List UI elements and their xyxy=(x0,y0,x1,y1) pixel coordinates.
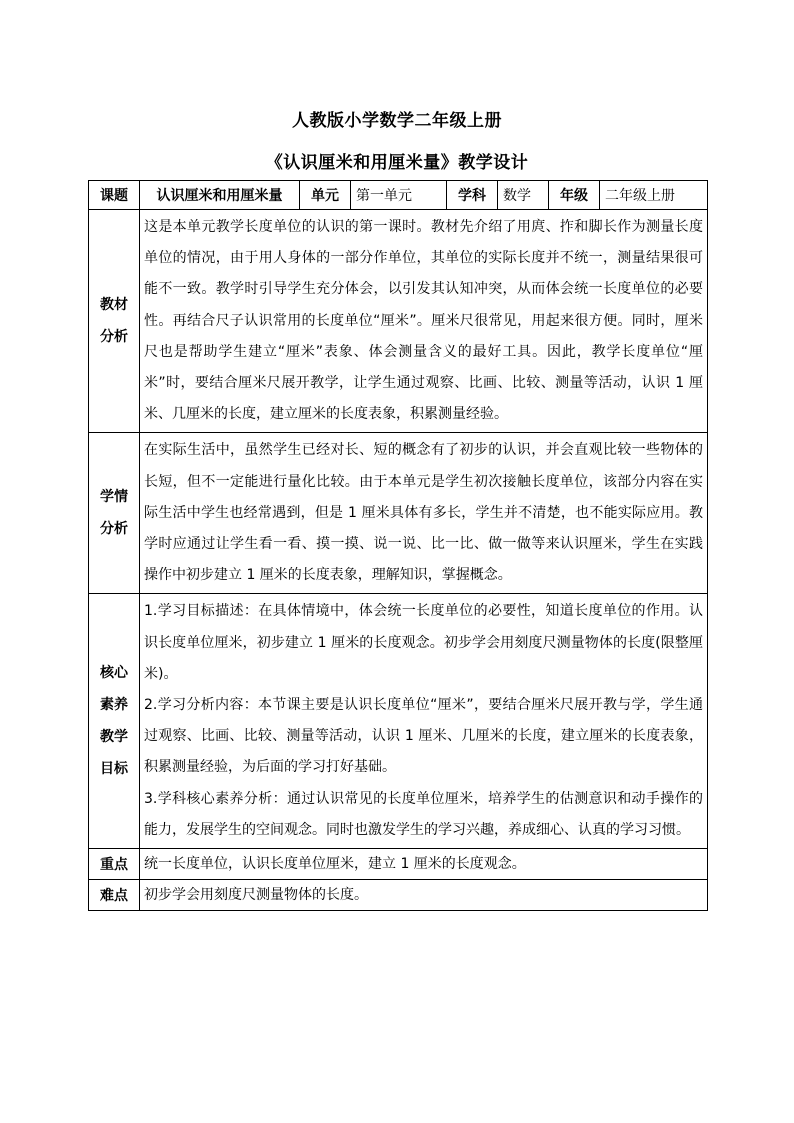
learner-analysis-label: 学情 分析 xyxy=(89,433,140,594)
core-goals-label: 核心 素养 教学 目标 xyxy=(89,594,140,849)
key-point-row xyxy=(89,849,708,880)
goal-item-3: 3.学科核心素养分析：通过认识常见的长度单位厘米，培养学生的估测意识和动手操作的能力，发展学生的空间观念。同时也激发学生的学习兴趣，养成细心、认真的学习习惯。 xyxy=(144,790,703,838)
difficulty-text: 初步学会用刻度尺测量物体的长度。 xyxy=(140,880,708,911)
core-goals-row xyxy=(89,594,708,849)
key-point-label: 重点 xyxy=(89,849,140,880)
learner-analysis-text: 在实际生活中，虽然学生已经对长、短的概念有了初步的认识，并会直观比较一些物体的长短，但不一定能进行量化比较。由于本单元是学生初次接触长度单位，该部分内容在实际生活中学生也经常遇到，但是 1 厘米具体有多长，学生并不清楚，也不能实际应用。教学时应通过让学生看一看、摸一摸、说一说、比一比、做一做等来认识厘米，学生在实践操作中初步建立 1 厘米的长度表象，理解知识，掌握概念。 xyxy=(140,433,708,594)
unit-value: 第一单元 xyxy=(351,181,447,210)
material-analysis-label: 教材 分析 xyxy=(89,210,140,433)
goal-item-2: 2.学习分析内容：本节课主要是认识长度单位“厘米”，要结合厘米尺展开教与学，学生通过观察、比画、比较、测量等活动，认识 1 厘米、几厘米的长度，建立厘米的长度表象，积累测量经验，为后面的学习打好基础。 xyxy=(144,697,703,776)
unit-label: 单元 xyxy=(300,181,351,210)
topic-label: 课题 xyxy=(89,181,140,210)
subject-value: 数学 xyxy=(498,181,549,210)
material-analysis-row xyxy=(89,210,708,433)
grade-label: 年级 xyxy=(549,181,600,210)
topic-value: 认识厘米和用厘米量 xyxy=(140,181,300,210)
subject-label: 学科 xyxy=(447,181,498,210)
header-row xyxy=(89,181,708,210)
core-goals-text xyxy=(140,594,708,849)
goal-item-1: 1.学习目标描述：在具体情境中，体会统一长度单位的必要性，知道长度单位的作用。认识长度单位厘米，初步建立 1 厘米的长度观念。初步学会用刻度尺测量物体的长度(限整厘米)。 xyxy=(144,603,703,682)
material-analysis-text: 这是本单元教学长度单位的认识的第一课时。教材先介绍了用庹、拃和脚长作为测量长度单位的情况，由于用人身体的一部分作单位，其单位的实际长度并不统一，测量结果很可能不一致。教学时引导学生充分体会，以引发其认知冲突，从而体会统一长度单位的必要性。再结合尺子认识常用的长度单位“厘米”。厘米尺很常见，用起来很方便。同时，厘米尺也是帮助学生建立“厘米”表象、体会测量含义的最好工具。因此，教学长度单位“厘米”时，要结合厘米尺展开教学，让学生通过观察、比画、比较、测量等活动，认识 1 厘米、几厘米的长度，建立厘米的长度表象，积累测量经验。 xyxy=(140,210,708,433)
learner-analysis-row xyxy=(89,433,708,594)
document-subtitle: 《认识厘米和用厘米量》教学设计 xyxy=(265,153,529,173)
grade-value: 二年级上册 xyxy=(600,181,708,210)
difficulty-row xyxy=(89,880,708,911)
lesson-plan-table xyxy=(88,180,708,911)
document-title: 人教版小学数学二年级上册 xyxy=(292,111,502,131)
key-point-text: 统一长度单位，认识长度单位厘米，建立 1 厘米的长度观念。 xyxy=(140,849,708,880)
difficulty-label: 难点 xyxy=(89,880,140,911)
